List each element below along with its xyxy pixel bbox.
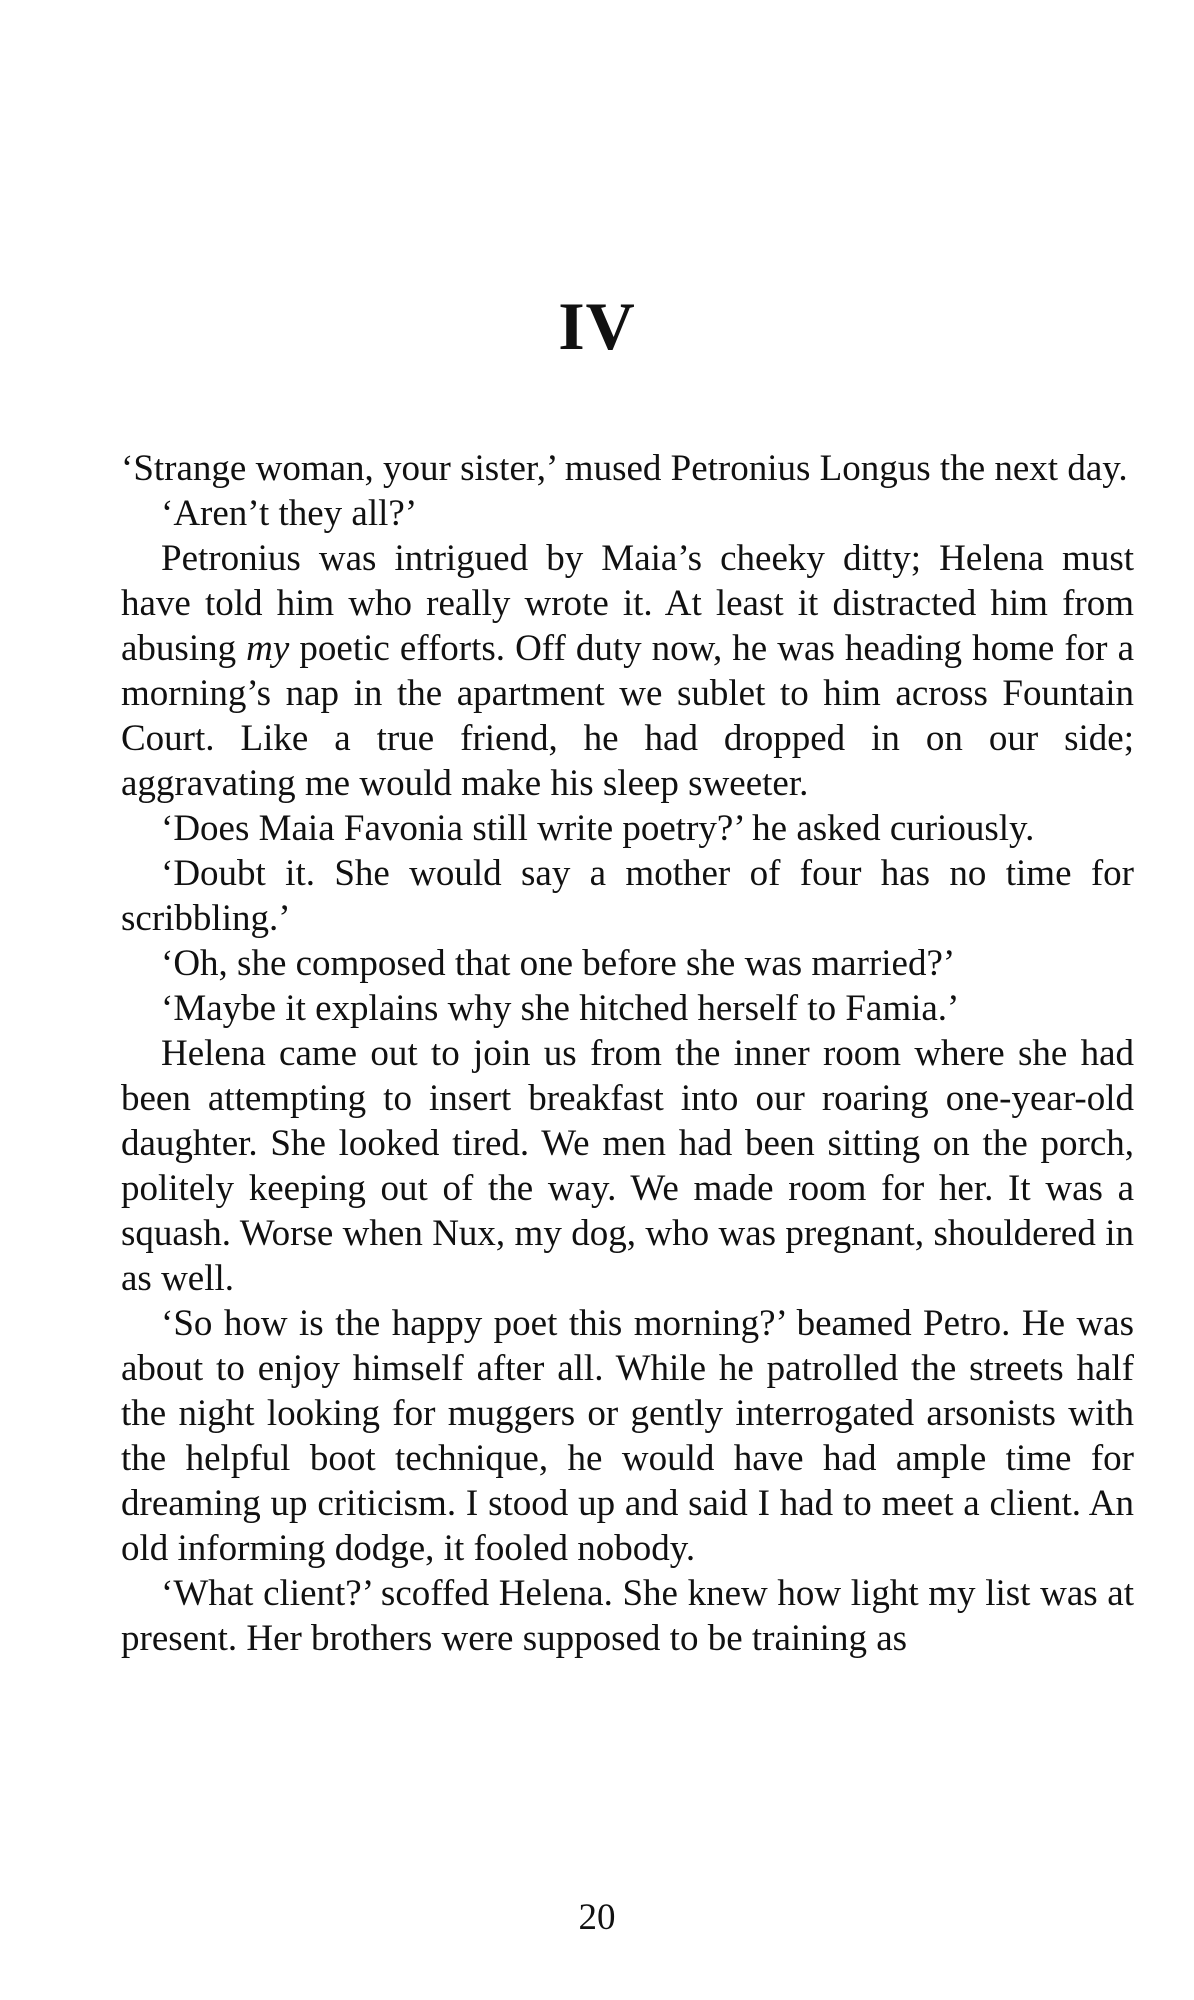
paragraph: Helena came out to join us from the inner room where she had been attempting to insert breakfast into our roaring one-year-old daughter. She looked tired. We men had been sitting on the porch, politely keeping out of the way. We made room for her. It was a squash. Worse when Nux, my dog, who was pregnant, shouldered in as well. xyxy=(121,1033,1134,1299)
chapter-body xyxy=(121,446,1134,1661)
paragraph: ‘Doubt it. She would say a mother of four has no time for scribbling.’ xyxy=(121,853,1134,939)
paragraph: ‘Aren’t they all?’ xyxy=(161,493,418,534)
emphasized-word: my xyxy=(246,628,290,669)
paragraph: ‘Strange woman, your sister,’ mused Petronius Longus the next day. xyxy=(121,448,1128,489)
chapter-title: IV xyxy=(558,287,636,364)
page-number: 20 xyxy=(578,1897,616,1938)
paragraph: ‘Maybe it explains why she hitched herself to Famia.’ xyxy=(161,988,960,1029)
paragraph: ‘What client?’ scoffed Helena. She knew how light my list was at present. Her brothers were supposed to be training as xyxy=(121,1573,1134,1659)
paragraph: Petronius was intrigued by Maia’s cheeky ditty; Helena must have told him who really wrote it. At least it distracted him from abusing my poetic efforts. Off duty now, he was heading home for a morning’s nap in the apartment we sublet to him across Fountain Court. Like a true friend, he had dropped in on our side; aggravating me would make his sleep sweeter. xyxy=(121,538,1134,804)
paragraph: ‘So how is the happy poet this morning?’ beamed Petro. He was about to enjoy himself after all. While he patrolled the streets half the night looking for muggers or gently interrogated arsonists with the helpful boot technique, he would have had ample time for dreaming up criticism. I stood up and said I had to meet a client. An old informing dodge, it fooled nobody. xyxy=(121,1303,1134,1569)
paragraph: ‘Oh, she composed that one before she was married?’ xyxy=(161,943,956,984)
paragraph: ‘Does Maia Favonia still write poetry?’ he asked curiously. xyxy=(161,808,1035,849)
